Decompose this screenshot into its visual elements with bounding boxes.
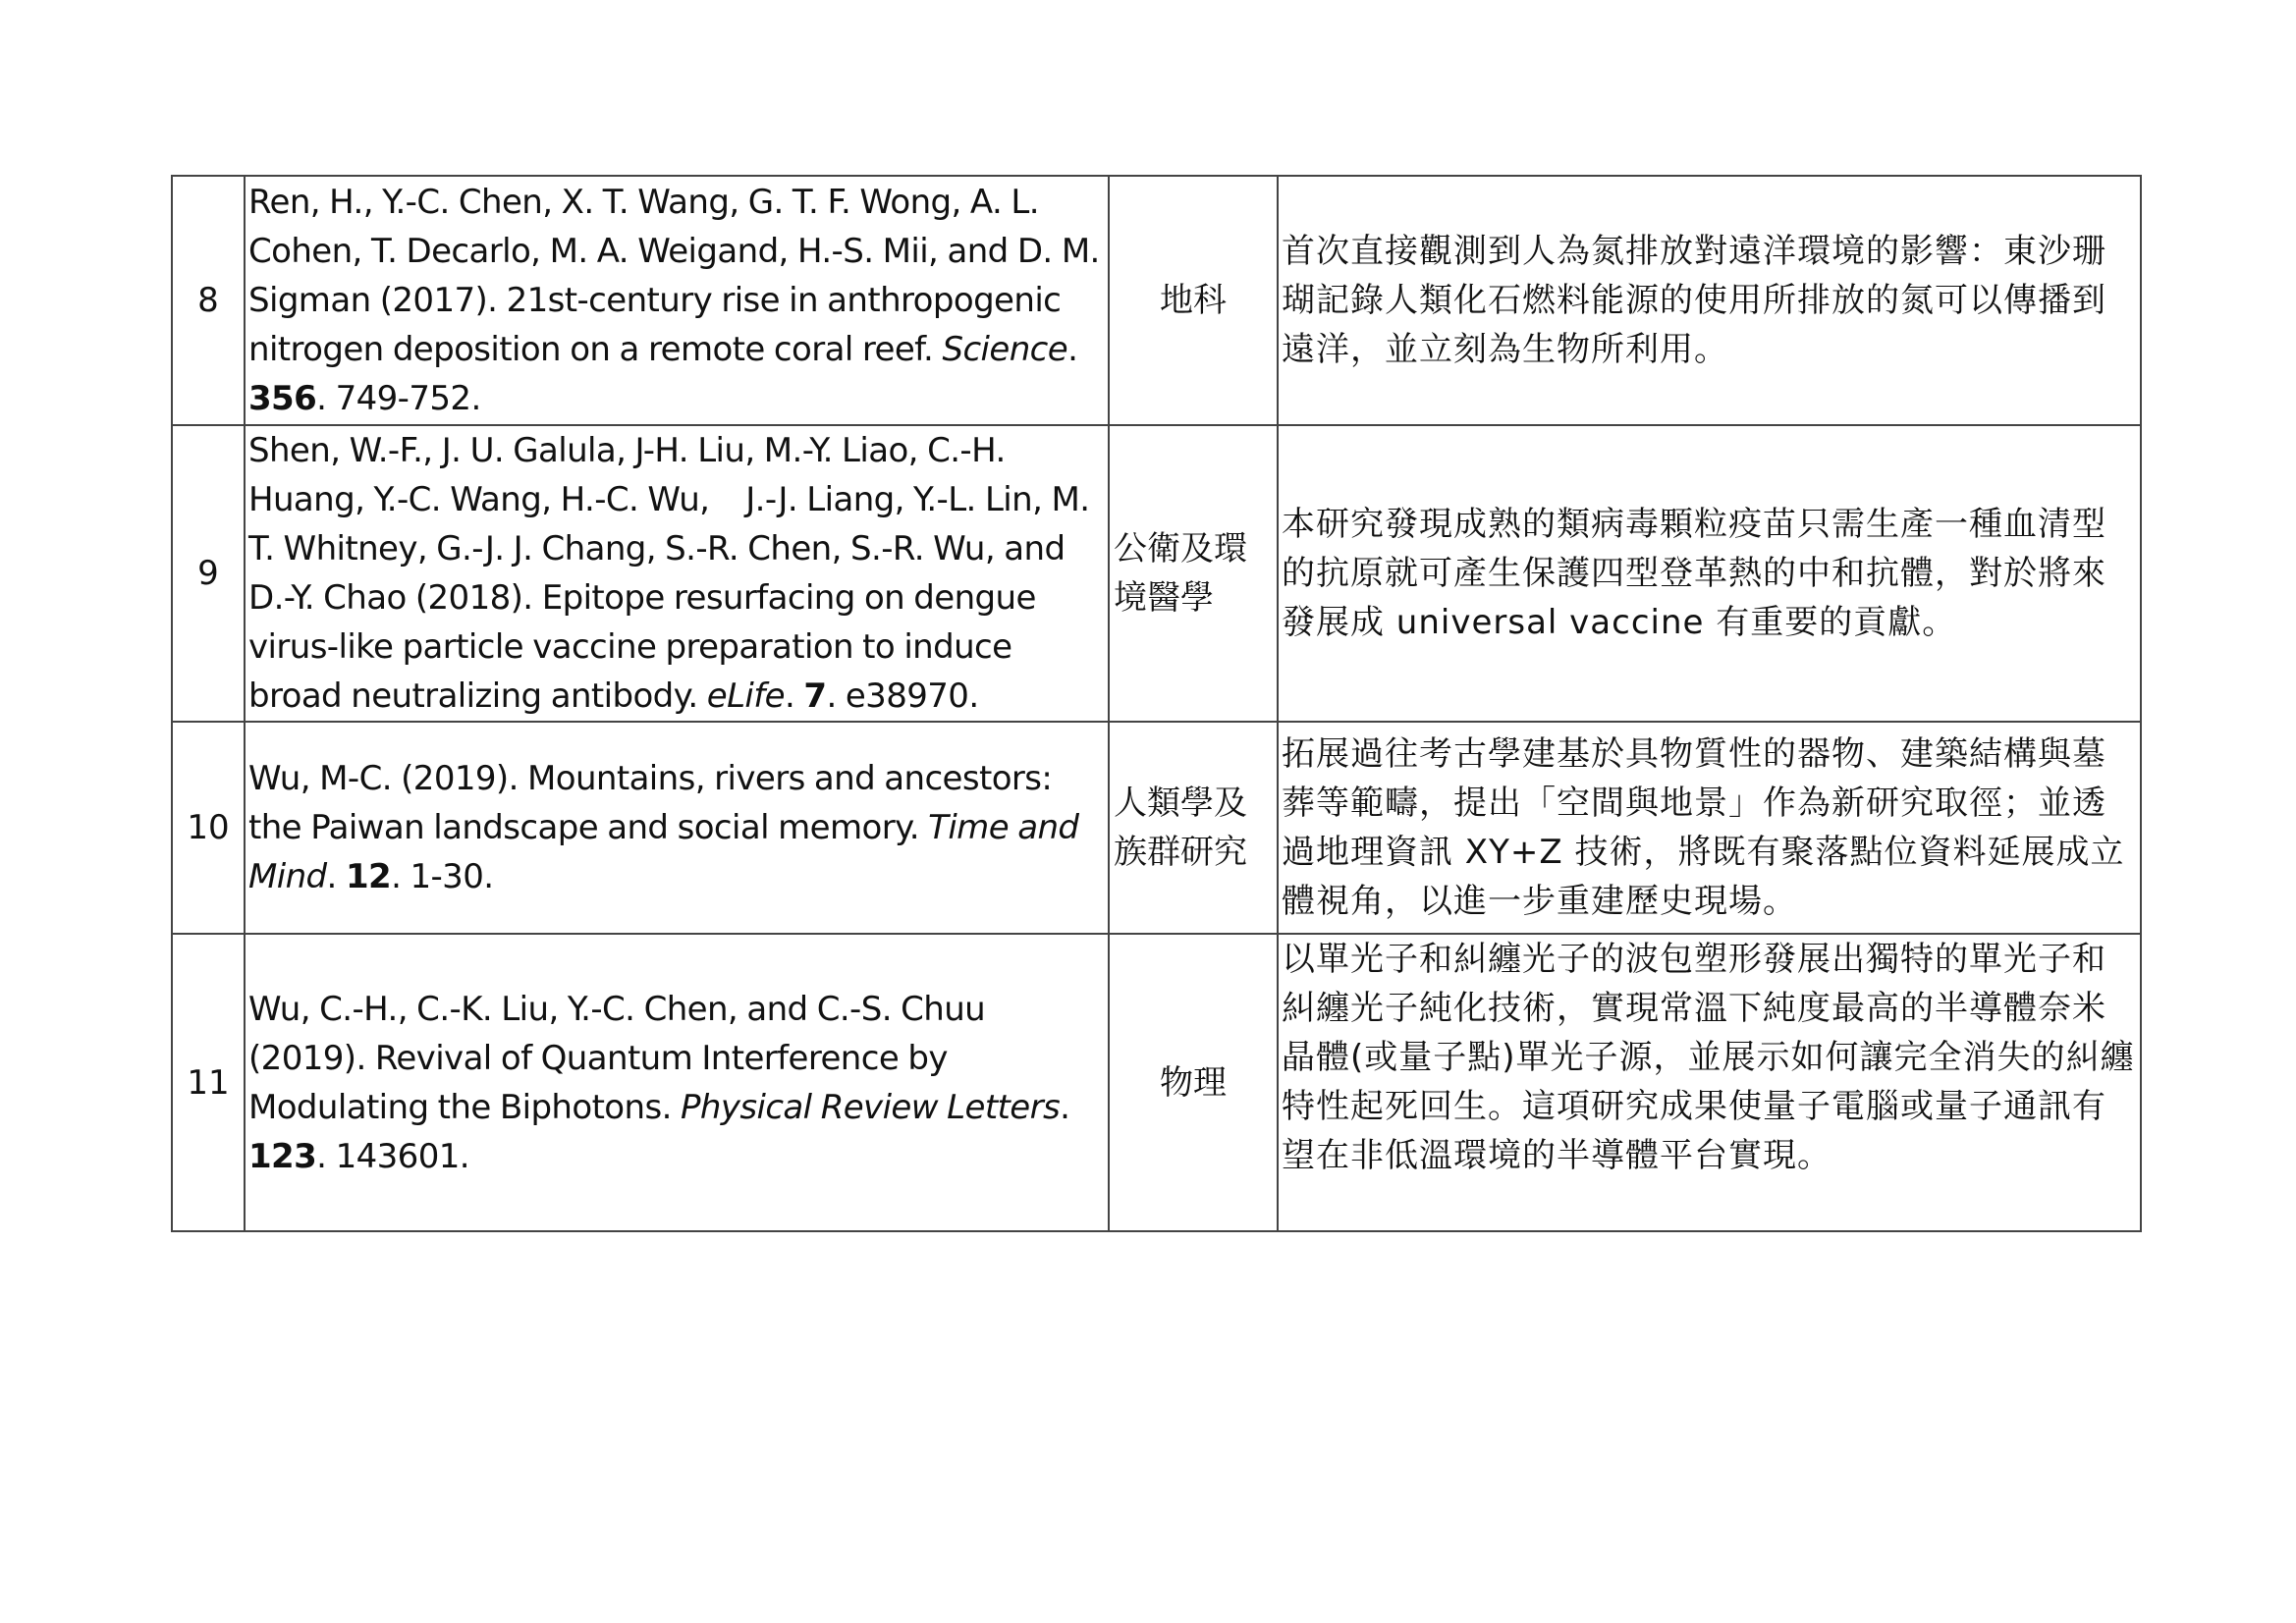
reference-authors: Wu, C.-H., C.-K. Liu, Y.-C. Chen, and C.-S. Chuu (2019). Revival of Quantum Interference by Modulating the Biphotons.	[248, 989, 986, 1127]
journal-name: Time and Mind	[248, 808, 1079, 896]
reference-cell: Ren, H., Y.-C. Chen, X. T. Wang, G. T. F. Wong, A. L. Cohen, T. Decarlo, M. A. Weigand, H.-S. Mii, and D. M. Sigman (2017). 21st-century rise in anthropogenic nitrogen deposition on a remote coral reef. Science. 356. 749-752.	[245, 176, 1109, 425]
research-field: 地科	[1109, 176, 1278, 425]
volume-number: 123	[248, 1136, 317, 1176]
publication-table	[171, 175, 2142, 1232]
volume-number: 356	[248, 379, 317, 418]
journal-name: Science	[942, 330, 1068, 369]
research-summary: 以單光子和糾纏光子的波包塑形發展出獨特的單光子和糾纏光子純化技術，實現常溫下純度最高的半導體奈米晶體(或量子點)單光子源，並展示如何讓完全消失的糾纏特性起死回生。這項研究成果使量子電腦或量子通訊有望在非低溫環境的半導體平台實現。	[1278, 934, 2141, 1231]
reference-cell: Shen, W.-F., J. U. Galula, J-H. Liu, M.-Y. Liao, C.-H. Huang, Y.-C. Wang, H.-C. Wu, J.-J. Liang, Y.-L. Lin, M. T. Whitney, G.-J. J. Chang, S.-R. Chen, S.-R. Wu, and D.-Y. Chao (2018). Epitope resurfacing on dengue virus-like particle vaccine preparation to induce broad neutralizing antibody. eLife. 7. e38970.	[245, 425, 1109, 722]
page-range: . 749-752.	[316, 379, 481, 418]
table-row	[172, 934, 2141, 1231]
row-number: 8	[172, 176, 245, 425]
table-row	[172, 722, 2141, 934]
journal-name: eLife	[706, 676, 785, 716]
reference-authors: Wu, M-C. (2019). Mountains, rivers and ancestors: the Paiwan landscape and social memory.	[248, 759, 1053, 847]
research-field: 公衛及環境醫學	[1109, 425, 1278, 722]
research-summary: 拓展過往考古學建基於具物質性的器物、建築結構與墓葬等範疇，提出「空間與地景」作為新研究取徑；並透過地理資訊 XY+Z 技術，將既有聚落點位資料延展成立體視角，以進一步重建歷史現場。	[1278, 722, 2141, 934]
research-field: 人類學及族群研究	[1109, 722, 1278, 934]
research-summary: 本研究發現成熟的類病毒顆粒疫苗只需生產一種血清型的抗原就可產生保護四型登革熱的中和抗體，對於將來發展成 universal vaccine 有重要的貢獻。	[1278, 425, 2141, 722]
row-number: 11	[172, 934, 245, 1231]
row-number: 10	[172, 722, 245, 934]
reference-cell: Wu, M-C. (2019). Mountains, rivers and ancestors: the Paiwan landscape and social memory. Time and Mind. 12. 1-30.	[245, 722, 1109, 934]
reference-authors: Ren, H., Y.-C. Chen, X. T. Wang, G. T. F. Wong, A. L. Cohen, T. Decarlo, M. A. Weigand, H.-S. Mii, and D. M. Sigman (2017). 21st-century rise in anthropogenic nitrogen deposition on a remote coral reef.	[248, 183, 1100, 369]
volume-number: 7	[803, 676, 827, 716]
row-number: 9	[172, 425, 245, 722]
research-summary: 首次直接觀測到人為氮排放對遠洋環境的影響：東沙珊瑚記錄人類化石燃料能源的使用所排放的氮可以傳播到遠洋，並立刻為生物所利用。	[1278, 176, 2141, 425]
reference-cell: Wu, C.-H., C.-K. Liu, Y.-C. Chen, and C.-S. Chuu (2019). Revival of Quantum Interference by Modulating the Biphotons. Physical Review Letters. 123. 143601.	[245, 934, 1109, 1231]
table-row	[172, 425, 2141, 722]
research-field: 物理	[1109, 934, 1278, 1231]
page-range: . 143601.	[316, 1136, 469, 1176]
page-range: . 1-30.	[391, 857, 494, 896]
volume-number: 12	[345, 857, 392, 896]
journal-name: Physical Review Letters	[681, 1087, 1061, 1127]
table-row	[172, 176, 2141, 425]
page-range: . e38970.	[826, 676, 979, 716]
reference-authors: Shen, W.-F., J. U. Galula, J-H. Liu, M.-Y. Liao, C.-H. Huang, Y.-C. Wang, H.-C. Wu, J.-J. Liang, Y.-L. Lin, M. T. Whitney, G.-J. J. Chang, S.-R. Chen, S.-R. Wu, and D.-Y. Chao (2018). Epitope resurfacing on dengue virus-like particle vaccine preparation to induce broad neutralizing antibody.	[248, 431, 1099, 716]
